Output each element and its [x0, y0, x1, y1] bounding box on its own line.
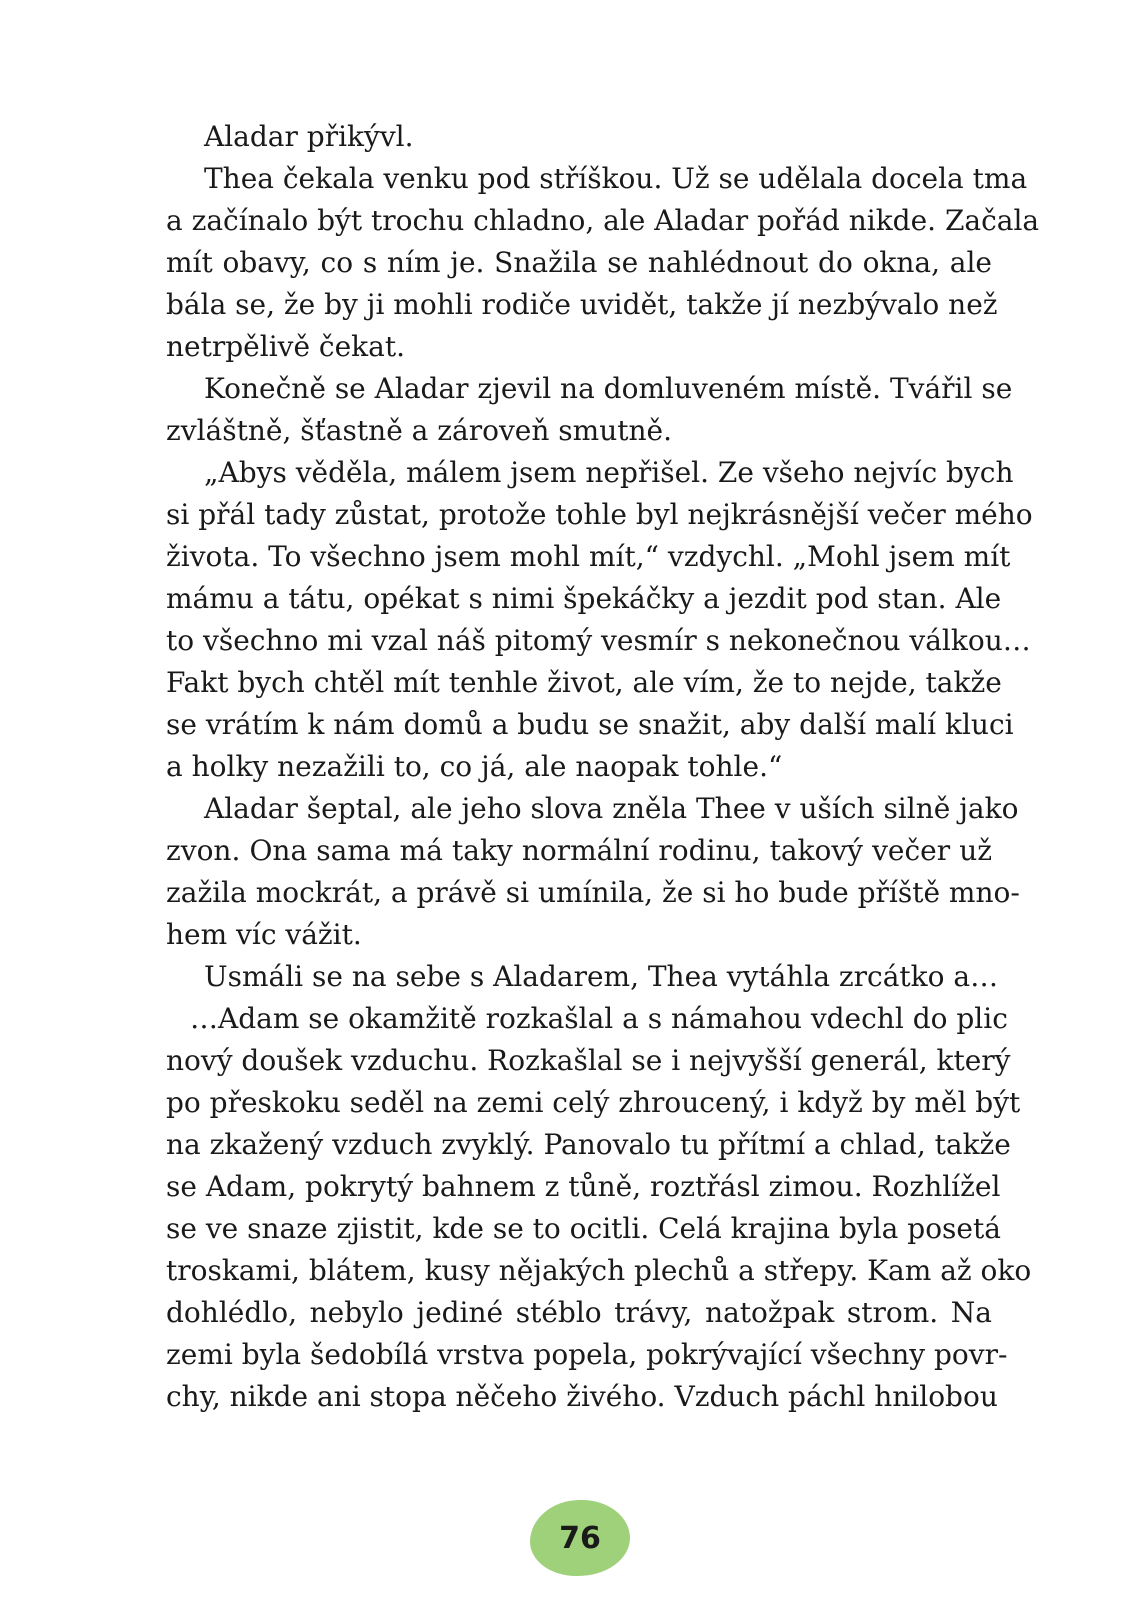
paragraph-line: zemi byla šedobílá vrstva popela, pokrývající všechny povr- [166, 1338, 1008, 1371]
paragraph-line: a holky nezažili to, co já, ale naopak tohle.“ [166, 750, 783, 783]
paragraph-line: se ve snaze zjistit, kde se to ocitli. Celá krajina byla posetá [166, 1212, 1001, 1245]
paragraph-line: mámu a tátu, opékat s nimi špekáčky a jezdit pod stan. Ale [166, 582, 1002, 615]
paragraph-line: života. To všechno jsem mohl mít,“ vzdychl. „Mohl jsem mít [166, 540, 1011, 573]
paragraph-line: a začínalo být trochu chladno, ale Aladar pořád nikde. Začala [166, 204, 1040, 237]
paragraph-line: to všechno mi vzal náš pitomý vesmír s nekonečnou válkou… [166, 624, 1031, 657]
paragraph-line: zažila mockrát, a právě si umínila, že si ho bude příště mno- [166, 876, 1020, 909]
paragraph-line: po přeskoku seděl na zemi celý zhroucený, i když by měl být [166, 1086, 1021, 1119]
paragraph-line: si přál tady zůstat, protože tohle byl nejkrásnější večer mého [166, 498, 1033, 531]
paragraph-line: chy, nikde ani stopa něčeho živého. Vzduch páchl hnilobou [166, 1380, 998, 1413]
page-number: 76 [559, 1520, 601, 1556]
paragraph-line: Thea čekala venku pod stříškou. Už se udělala docela tma [204, 162, 1028, 195]
page-number-badge [530, 1500, 630, 1576]
body-text [166, 116, 1040, 1418]
paragraph-line: Fakt bych chtěl mít tenhle život, ale vím, že to nejde, takže [166, 666, 1002, 699]
paragraph-line: „Abys věděla, málem jsem nepřišel. Ze všeho nejvíc bych [204, 456, 1014, 489]
paragraph-line: na zkažený vzduch zvyklý. Panovalo tu přítmí a chlad, takže [166, 1128, 1011, 1161]
paragraph-line: …Adam se okamžitě rozkašlal a s námahou vdechl do plic [190, 1002, 1008, 1035]
paragraph-line: dohlédlo, nebylo jediné stéblo trávy, natožpak strom. Na [166, 1296, 992, 1329]
paragraph-line: se vrátím k nám domů a budu se snažit, aby další malí kluci [166, 708, 1014, 741]
paragraph-line: Aladar přikývl. [204, 120, 414, 153]
paragraph-line: netrpělivě čekat. [166, 330, 405, 363]
paragraph-line: mít obavy, co s ním je. Snažila se nahlédnout do okna, ale [166, 246, 992, 279]
paragraph-line: Aladar šeptal, ale jeho slova zněla Thee v uších silně jako [204, 792, 1019, 825]
paragraph-line: Usmáli se na sebe s Aladarem, Thea vytáhla zrcátko a… [204, 960, 999, 993]
paragraph-line: zvon. Ona sama má taky normální rodinu, takový večer už [166, 834, 992, 867]
paragraph-line: hem víc vážit. [166, 918, 362, 951]
paragraph-line: se Adam, pokrytý bahnem z tůně, roztřásl zimou. Rozhlížel [166, 1170, 1001, 1203]
paragraph-line: zvláštně, šťastně a zároveň smutně. [166, 414, 672, 447]
paragraph-line: Konečně se Aladar zjevil na domluveném místě. Tvářil se [204, 372, 1013, 405]
paragraph-line: bála se, že by ji mohli rodiče uvidět, takže jí nezbývalo než [166, 288, 998, 321]
paragraph-line: nový doušek vzduchu. Rozkašlal se i nejvyšší generál, který [166, 1044, 1011, 1077]
paragraph-line: troskami, blátem, kusy nějakých plechů a střepy. Kam až oko [166, 1254, 1032, 1287]
